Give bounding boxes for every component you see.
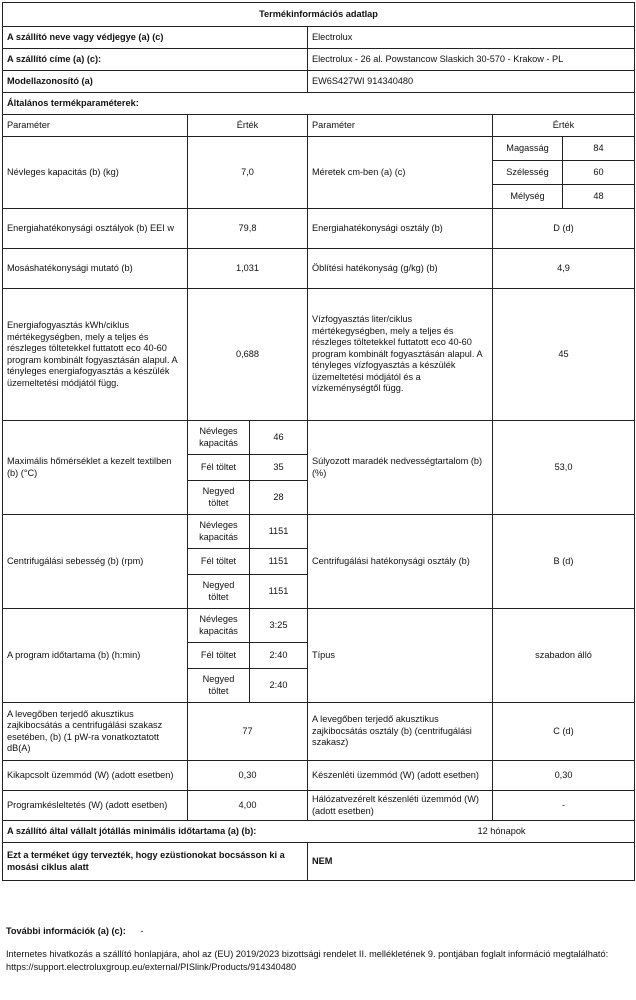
noise-value: 77 — [188, 703, 308, 761]
col-param-right: Paraméter — [308, 115, 493, 137]
silver-ions-value: NEM — [308, 843, 635, 881]
temp-sub-quarter: Negyed töltet — [188, 481, 250, 515]
energy-class-value: D (d) — [493, 209, 635, 249]
off-mode-label: Kikapcsolt üzemmód (W) (adott esetben) — [3, 761, 188, 791]
max-temperature-label: Maximális hőmérséklet a kezelt textilben (b) (°C) — [3, 421, 188, 515]
footer-link-text: Internetes hivatkozás a szállító honlapjára, ahol az (EU) 2019/2023 bizottsági rendelet II. mellékletének 9. pontjában foglalt információ megtalálható: https://support.electroluxgroup.eu/external/PISlink/Products/914340480 — [6, 949, 609, 972]
spin-full-value: 1151 — [250, 515, 308, 549]
model-value: EW6S427WI 914340480 — [308, 71, 635, 93]
energy-consumption-value: 0,688 — [188, 289, 308, 421]
spin-sub-half: Fél töltet — [188, 549, 250, 575]
spin-half-value: 1151 — [250, 549, 308, 575]
warranty-label: A szállító által vállalt jótállás minimális időtartama (a) (b): — [3, 821, 308, 843]
warranty-value: 12 hónapok — [308, 821, 635, 843]
capacity-label: Névleges kapacitás (b) (kg) — [3, 137, 188, 209]
temp-full-value: 46 — [250, 421, 308, 455]
residual-moisture-value: 53,0 — [493, 421, 635, 515]
program-duration-label: A program időtartama (b) (h:min) — [3, 609, 188, 703]
eei-value: 79,8 — [188, 209, 308, 249]
dur-full-value: 3:25 — [250, 609, 308, 643]
width-value: 60 — [563, 161, 635, 185]
supplier-name-value: Electrolux — [308, 27, 635, 49]
delay-start-label: Programkésleltetés (W) (adott esetben) — [3, 791, 188, 821]
supplier-address-value: Electrolux - 26 al. Powstancow Slaskich 30-570 - Krakow - PL — [308, 49, 635, 71]
depth-value: 48 — [563, 185, 635, 209]
supplier-address-label: A szállító címe (a) (c): — [3, 49, 308, 71]
capacity-value: 7,0 — [188, 137, 308, 209]
type-label: Típus — [308, 609, 493, 703]
energy-class-label: Energiahatékonysági osztály (b) — [308, 209, 493, 249]
temp-half-value: 35 — [250, 455, 308, 481]
water-consumption-value: 45 — [493, 289, 635, 421]
height-label: Magasság — [493, 137, 563, 161]
off-mode-value: 0,30 — [188, 761, 308, 791]
more-info-value: - — [140, 926, 144, 936]
eei-label: Energiahatékonysági osztályok (b) EEI w — [3, 209, 188, 249]
standby-value: 0,30 — [493, 761, 635, 791]
width-label: Szélesség — [493, 161, 563, 185]
rinse-value: 4,9 — [493, 249, 635, 289]
col-value-right: Érték — [493, 115, 635, 137]
dur-sub-half: Fél töltet — [188, 643, 250, 669]
depth-label: Mélység — [493, 185, 563, 209]
water-consumption-label: Vízfogyasztás liter/ciklus mértékegységben, mely a teljes és részleges töltetekkel futtatott eco 40-60 program kombinált fogyasztásán alapul. A tényleges vízfogyasztás a készülék üzemeltetési módjától és a vízkeménységtől függ. — [308, 289, 493, 421]
residual-moisture-label: Súlyozott maradék nedvességtartalom (b) (%) — [308, 421, 493, 515]
spin-class-value: B (d) — [493, 515, 635, 609]
network-standby-value: - — [493, 791, 635, 821]
rinse-label: Öblítési hatékonyság (g/kg) (b) — [308, 249, 493, 289]
dimensions-label: Méretek cm-ben (a) (c) — [308, 137, 493, 209]
spin-sub-quarter: Negyed töltet — [188, 575, 250, 609]
noise-class-value: C (d) — [493, 703, 635, 761]
sheet-title: Termékinformációs adatlap — [3, 3, 635, 27]
delay-start-value: 4,00 — [188, 791, 308, 821]
noise-label: A levegőben terjedő akusztikus zajkibocsátás a centrifugálási szakasz esetében, (b) (1 pW-ra vonatkoztatott dB(A) — [3, 703, 188, 761]
more-info — [6, 926, 143, 936]
col-value-left: Érték — [188, 115, 308, 137]
more-info-label: További információk (a) (c): — [6, 926, 126, 936]
spin-quarter-value: 1151 — [250, 575, 308, 609]
spin-sub-full: Névleges kapacitás — [188, 515, 250, 549]
wash-efficiency-label: Mosáshatékonysági mutató (b) — [3, 249, 188, 289]
product-info-table — [2, 2, 635, 881]
temp-sub-half: Fél töltet — [188, 455, 250, 481]
noise-class-label: A levegőben terjedő akusztikus zajkibocsátás osztály (b) (centrifugálási szakasz) — [308, 703, 493, 761]
spin-speed-label: Centrifugálási sebesség (b) (rpm) — [3, 515, 188, 609]
col-param-left: Paraméter — [3, 115, 188, 137]
supplier-name-label: A szállító neve vagy védjegye (a) (c) — [3, 27, 308, 49]
dur-sub-quarter: Negyed töltet — [188, 669, 250, 703]
temp-sub-full: Névleges kapacitás — [188, 421, 250, 455]
silver-ions-label: Ezt a terméket úgy tervezték, hogy ezüstionokat bocsásson ki a mosási ciklus alatt — [3, 843, 308, 881]
temp-quarter-value: 28 — [250, 481, 308, 515]
standby-label: Készenléti üzemmód (W) (adott esetben) — [308, 761, 493, 791]
dur-half-value: 2:40 — [250, 643, 308, 669]
general-params-header: Általános termékparaméterek: — [3, 93, 635, 115]
energy-consumption-label: Energiafogyasztás kWh/ciklus mértékegységben, mely a teljes és részleges töltetekkel futtatott eco 40-60 program kombinált fogyasztásán alapul. A tényleges energiafogyasztás a készülék üzemeltetési módjától függ. — [3, 289, 188, 421]
model-label: Modellazonosító (a) — [3, 71, 308, 93]
dur-quarter-value: 2:40 — [250, 669, 308, 703]
type-value: szabadon álló — [493, 609, 635, 703]
network-standby-label: Hálózatvezérelt készenléti üzemmód (W) (adott esetben) — [308, 791, 493, 821]
wash-efficiency-value: 1,031 — [188, 249, 308, 289]
dur-sub-full: Névleges kapacitás — [188, 609, 250, 643]
height-value: 84 — [563, 137, 635, 161]
spin-class-label: Centrifugálási hatékonysági osztály (b) — [308, 515, 493, 609]
